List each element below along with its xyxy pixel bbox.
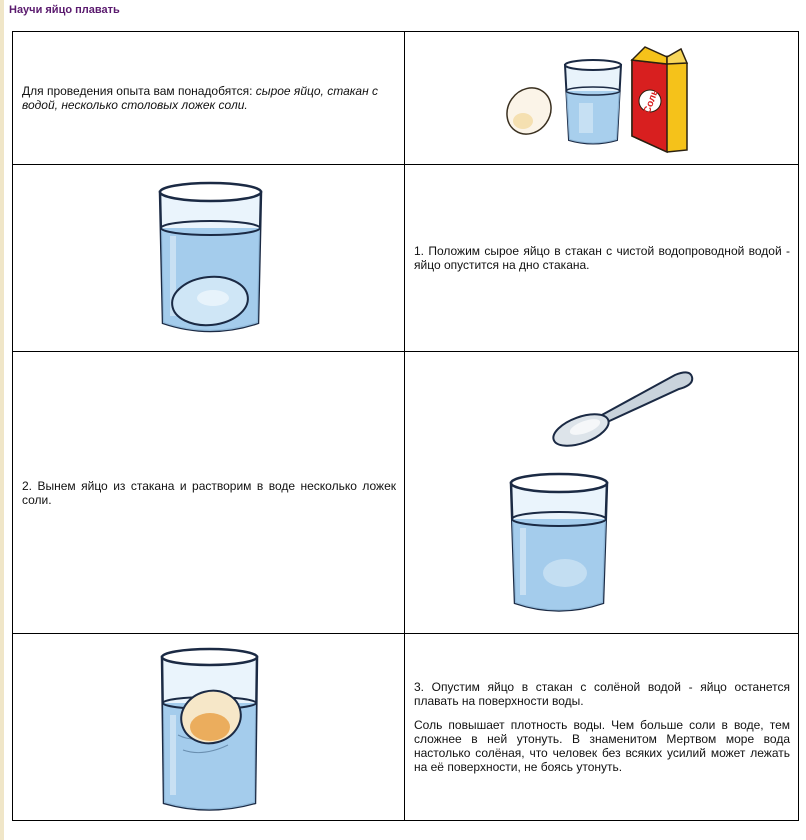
- page-title: Научи яйцо плавать: [9, 4, 120, 16]
- table-row: [13, 32, 799, 165]
- materials-text: [13, 84, 404, 112]
- step1-text-cell: [405, 165, 799, 352]
- table-row: [13, 634, 799, 821]
- spoon-and-glass-illustration: [405, 353, 799, 633]
- glass-egg-bottom-illustration: [13, 166, 405, 351]
- materials-image-cell: [405, 32, 799, 165]
- glass-of-water-icon: [565, 60, 621, 144]
- materials-intro: Для проведения опыта вам понадобятся:: [22, 84, 256, 98]
- step3-text-cell: [405, 634, 799, 821]
- step2-text: 2. Вынем яйцо из стакана и растворим в воде несколько ложек соли.: [22, 478, 396, 507]
- materials-list: сырое яйцо, стакан с водой, несколько столовых ложек соли.: [22, 84, 379, 112]
- salt-box-label: Соль: [641, 87, 661, 115]
- experiment-table: [12, 31, 799, 821]
- step3-text: [405, 680, 798, 774]
- step3-instruction: 3. Опустим яйцо в стакан с солёной водой - яйцо останется плавать на поверхности воды.: [414, 680, 790, 708]
- glass-of-water-icon: [511, 474, 607, 611]
- step3-image-cell: [13, 634, 405, 821]
- spoon-icon: [549, 372, 692, 452]
- materials-text-cell: [13, 32, 405, 165]
- egg-icon: [498, 79, 560, 142]
- step1-image-cell: [13, 165, 405, 352]
- salt-box-icon: [632, 47, 687, 152]
- left-page-strip: [0, 0, 4, 840]
- table-row: [13, 352, 799, 634]
- step1-text: 1. Положим сырое яйцо в стакан с чистой водопроводной водой - яйцо опустится на дно стакана.: [414, 244, 790, 272]
- step2-text-cell: [13, 352, 405, 634]
- glass-egg-floating-illustration: [13, 635, 405, 820]
- step2-image-cell: [405, 352, 799, 634]
- table-row: [13, 165, 799, 352]
- step3-explanation: Соль повышает плотность воды. Чем больше соли в воде, тем сложнее в ней утонуть. В знаменитом Мертвом море вода настолько солёная, что человек без всяких усилий может лежать на её поверхности, не боясь утонуть.: [414, 718, 790, 774]
- materials-illustration: [405, 33, 799, 164]
